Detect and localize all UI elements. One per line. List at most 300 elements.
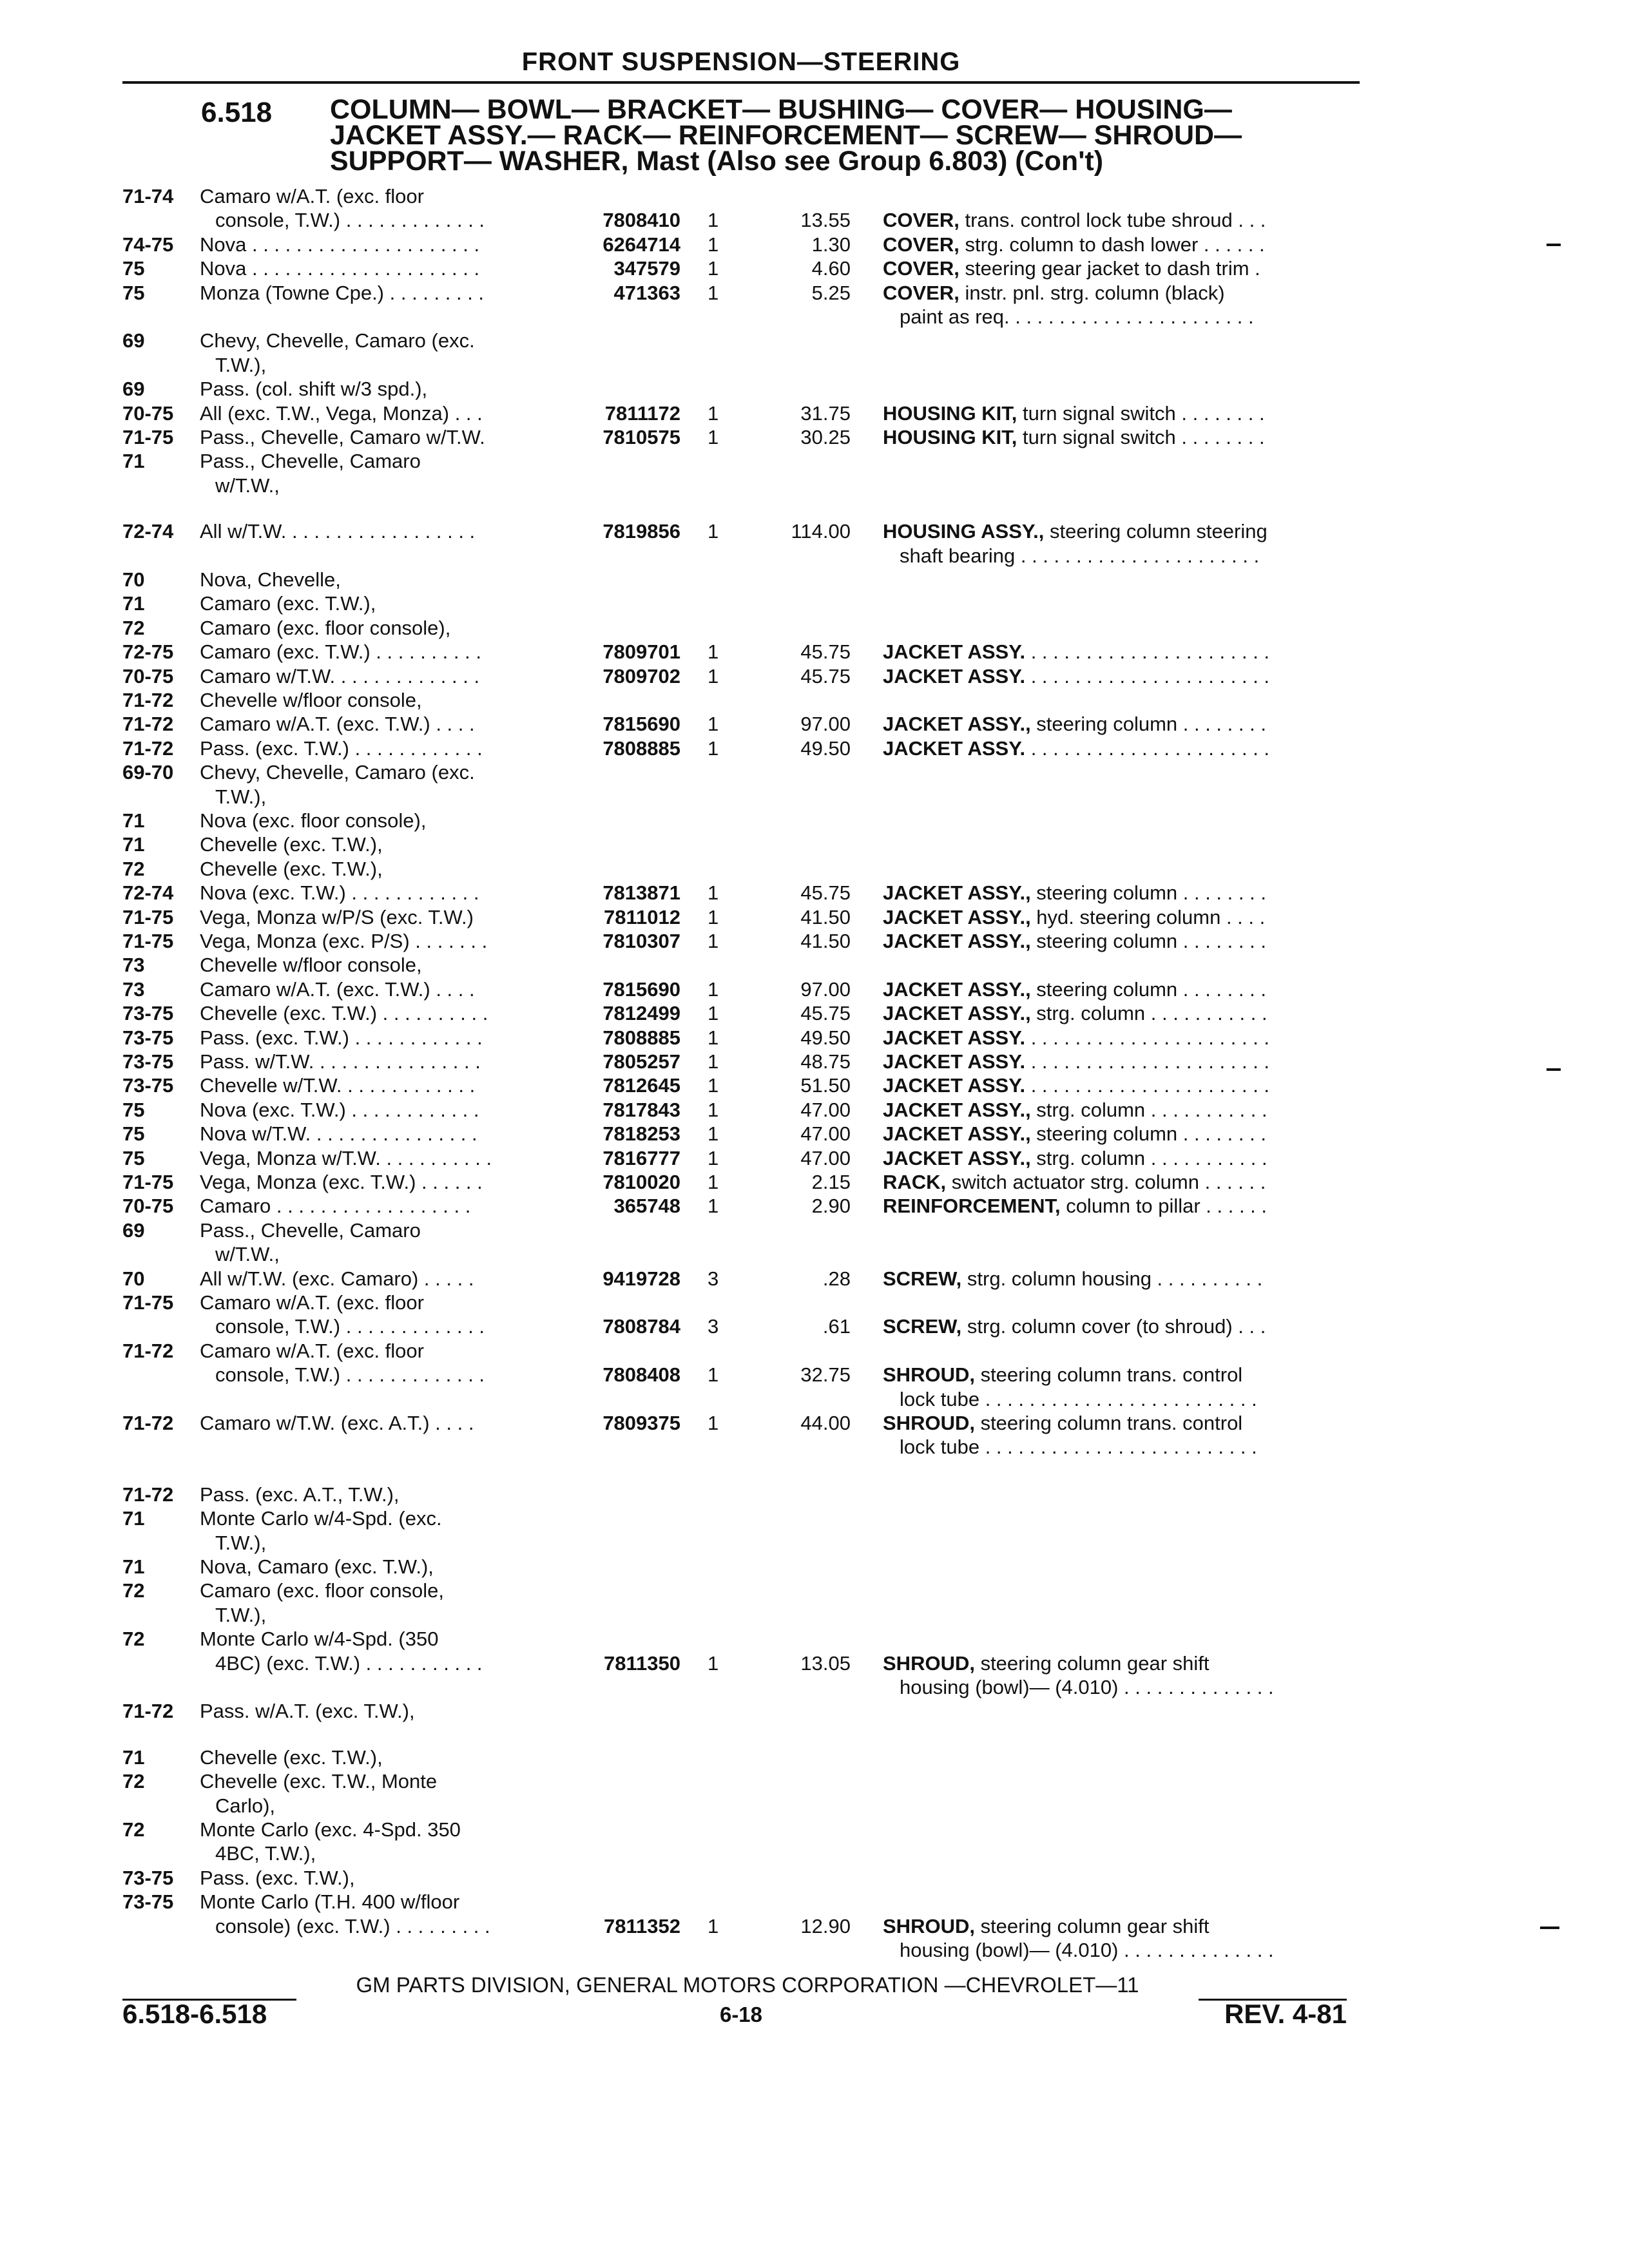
footer-revision: REV. 4-81 — [1224, 1999, 1347, 2029]
part-name-bold: JACKET ASSY., — [883, 906, 1031, 928]
price: 45.75 — [800, 881, 851, 904]
part-name-detail: steering column gear shift — [974, 1652, 1210, 1675]
part-name-bold: HOUSING KIT, — [883, 426, 1017, 448]
quantity: 1 — [708, 1026, 719, 1049]
vehicle-description: Camaro (exc. floor console, — [200, 1579, 445, 1602]
table-row — [0, 401, 1629, 426]
vehicle-description: console, T.W.) . . . . . . . . . . . . . — [215, 1363, 485, 1386]
model-year: 75 — [122, 1147, 145, 1169]
part-name-bold: RACK, — [883, 1171, 947, 1193]
table-row — [0, 1314, 1629, 1339]
price: 45.75 — [800, 640, 851, 663]
vehicle-description: Camaro w/A.T. (exc. floor — [200, 185, 424, 207]
table-row — [0, 1506, 1629, 1531]
part-name — [883, 233, 1265, 257]
part-name-bold: SCREW, — [883, 1315, 962, 1338]
quantity: 1 — [708, 1195, 719, 1217]
table-row — [0, 977, 1629, 1002]
table-row — [0, 881, 1629, 905]
table-row — [0, 1483, 1629, 1507]
part-name-detail: steering column . . . . . . . . — [1030, 978, 1266, 1001]
part-number: 6264714 — [602, 233, 680, 256]
table-row — [0, 1603, 1629, 1628]
part-name-detail: . . . . . . . . . . . . . . . . . . . . . . — [1025, 737, 1270, 760]
table-row — [0, 1242, 1629, 1267]
part-name-detail: strg. column . . . . . . . . . . . — [1030, 1099, 1268, 1121]
part-number: 7819856 — [602, 520, 680, 543]
table-row — [0, 905, 1629, 930]
part-number: 7808784 — [602, 1315, 680, 1338]
footer-publisher: GM PARTS DIVISION, GENERAL MOTORS CORPORATION —CHEVROLET—11 — [356, 1973, 1139, 1997]
price: 32.75 — [800, 1363, 851, 1386]
quantity: 1 — [708, 1074, 719, 1097]
quantity: 1 — [708, 906, 719, 928]
vehicle-description: Camaro (exc. floor console), — [200, 617, 451, 639]
vehicle-description: Pass. (col. shift w/3 spd.), — [200, 378, 428, 400]
model-year: 71 — [122, 1507, 145, 1530]
vehicle-description: console) (exc. T.W.) . . . . . . . . . — [215, 1915, 490, 1937]
page-header-title: FRONT SUSPENSION—STEERING — [521, 48, 961, 76]
vehicle-description: Carlo), — [215, 1794, 276, 1817]
part-number: 7811352 — [604, 1915, 680, 1937]
price: 49.50 — [800, 1026, 851, 1049]
part-name — [883, 1914, 1210, 1939]
vehicle-description: w/T.W., — [215, 1243, 280, 1265]
part-name — [900, 1675, 1274, 1700]
price: 2.15 — [811, 1171, 851, 1193]
model-year: 73-75 — [122, 1026, 174, 1049]
table-row — [0, 1866, 1629, 1890]
table-row — [0, 184, 1629, 209]
table-row — [0, 664, 1629, 689]
part-name-detail: strg. column cover (to shroud) . . . — [961, 1315, 1266, 1338]
part-name — [883, 712, 1266, 736]
table-row — [0, 616, 1629, 640]
vehicle-description: T.W.), — [215, 1604, 267, 1626]
part-number: 7809702 — [602, 665, 680, 687]
model-year: 72 — [122, 1770, 145, 1792]
table-row — [0, 785, 1629, 809]
part-number: 7808885 — [602, 737, 680, 760]
vehicle-description: Camaro (exc. T.W.), — [200, 592, 376, 615]
part-name-bold: SHROUD, — [883, 1412, 975, 1434]
part-number: 7815690 — [602, 713, 680, 735]
table-row — [0, 305, 1629, 329]
part-name-bold: JACKET ASSY. — [883, 665, 1026, 687]
part-name — [883, 1267, 1262, 1291]
part-name-detail: strg. column housing . . . . . . . . . . — [961, 1267, 1263, 1290]
vehicle-description: Camaro w/A.T. (exc. floor — [200, 1340, 424, 1362]
part-number: 9419728 — [602, 1267, 680, 1290]
model-year: 73-75 — [122, 1002, 174, 1024]
part-name — [900, 1387, 1257, 1412]
price: 1.30 — [811, 233, 851, 256]
model-year: 71-72 — [122, 737, 174, 760]
model-year: 72 — [122, 1628, 145, 1650]
part-name — [883, 425, 1265, 450]
part-name-detail: lock tube . . . . . . . . . . . . . . . . . . . . . . . . . — [900, 1388, 1257, 1410]
vehicle-description: Pass. (exc. T.W.) . . . . . . . . . . . . — [200, 737, 483, 760]
model-year: 69 — [122, 1219, 145, 1242]
vehicle-description: Monte Carlo (T.H. 400 w/floor — [200, 1890, 460, 1913]
model-year: 71-75 — [122, 1291, 174, 1314]
price: 13.05 — [800, 1652, 851, 1675]
quantity: 1 — [708, 665, 719, 687]
table-row — [0, 1098, 1629, 1122]
table-row — [0, 1146, 1629, 1171]
model-year: 71 — [122, 809, 145, 832]
part-number: 7816777 — [602, 1147, 680, 1169]
part-name-bold: JACKET ASSY. — [883, 1050, 1026, 1073]
vehicle-description: Nova (exc. floor console), — [200, 809, 427, 832]
model-year: 70 — [122, 568, 145, 591]
part-name-detail: steering gear jacket to dash trim . — [959, 257, 1260, 280]
price: 12.90 — [800, 1915, 851, 1937]
part-name-bold: JACKET ASSY., — [883, 713, 1031, 735]
vehicle-description: Pass. w/A.T. (exc. T.W.), — [200, 1700, 415, 1722]
model-year: 71-72 — [122, 1700, 174, 1722]
vehicle-description: T.W.), — [215, 785, 267, 808]
part-name — [883, 1122, 1266, 1146]
quantity: 3 — [708, 1315, 719, 1338]
vehicle-description: Nova . . . . . . . . . . . . . . . . . . . . . — [200, 257, 480, 280]
vehicle-description: Camaro w/A.T. (exc. T.W.) . . . . — [200, 713, 475, 735]
table-row — [0, 1363, 1629, 1387]
part-name — [883, 281, 1225, 305]
part-name-detail: . . . . . . . . . . . . . . . . . . . . . . — [1025, 640, 1270, 663]
footer-group-range: 6.518-6.518 — [122, 1999, 267, 2029]
quantity: 1 — [708, 282, 719, 304]
model-year: 75 — [122, 257, 145, 280]
vehicle-description: Pass., Chevelle, Camaro — [200, 450, 421, 472]
price: 44.00 — [800, 1412, 851, 1434]
part-name — [900, 1435, 1257, 1459]
model-year: 75 — [122, 1099, 145, 1121]
quantity: 1 — [708, 930, 719, 952]
vehicle-description: Nova . . . . . . . . . . . . . . . . . . . . . — [200, 233, 480, 256]
vehicle-description: Camaro w/A.T. (exc. T.W.) . . . . — [200, 978, 475, 1001]
quantity: 1 — [708, 713, 719, 735]
part-name — [883, 905, 1265, 930]
part-name-detail: column to pillar . . . . . . — [1060, 1195, 1268, 1217]
table-row — [0, 377, 1629, 401]
part-number: 7810307 — [602, 930, 680, 952]
model-year: 71-72 — [122, 1483, 174, 1506]
margin-mark — [1540, 1927, 1559, 1929]
part-name-bold: SHROUD, — [883, 1652, 975, 1675]
vehicle-description: Pass. (exc. A.T., T.W.), — [200, 1483, 400, 1506]
part-name — [900, 1938, 1274, 1963]
vehicle-description: Chevelle (exc. T.W.), — [200, 1746, 383, 1769]
part-name-detail: instr. pnl. strg. column (black) — [959, 282, 1225, 304]
model-year: 71-72 — [122, 1340, 174, 1362]
part-number: 7818253 — [602, 1122, 680, 1145]
model-year: 73-75 — [122, 1050, 174, 1073]
table-row — [0, 688, 1629, 713]
part-name — [883, 256, 1260, 281]
part-name-detail: steering column trans. control — [974, 1412, 1243, 1434]
quantity: 1 — [708, 1122, 719, 1145]
table-row — [0, 929, 1629, 954]
table-row — [0, 809, 1629, 833]
part-name-detail: strg. column . . . . . . . . . . . — [1030, 1147, 1268, 1169]
model-year: 71 — [122, 1555, 145, 1578]
part-name-bold: JACKET ASSY., — [883, 978, 1031, 1001]
price: 31.75 — [800, 402, 851, 425]
model-year: 71-72 — [122, 689, 174, 711]
model-year: 72-75 — [122, 640, 174, 663]
part-number: 7811012 — [604, 906, 680, 928]
quantity: 1 — [708, 881, 719, 904]
quantity: 1 — [708, 1915, 719, 1937]
table-row — [0, 544, 1629, 568]
table-row — [0, 519, 1629, 544]
part-name — [900, 305, 1254, 329]
model-year: 69 — [122, 329, 145, 352]
vehicle-description: Pass. w/T.W. . . . . . . . . . . . . . . . — [200, 1050, 481, 1073]
vehicle-description: Pass., Chevelle, Camaro — [200, 1219, 421, 1242]
model-year: 71-75 — [122, 930, 174, 952]
quantity: 1 — [708, 1363, 719, 1386]
part-number: 7808885 — [602, 1026, 680, 1049]
part-name — [883, 1170, 1266, 1195]
model-year: 71-74 — [122, 185, 174, 207]
part-name — [883, 1050, 1269, 1074]
part-name — [883, 208, 1266, 233]
group-number: 6.518 — [201, 97, 273, 128]
vehicle-description: Pass., Chevelle, Camaro w/T.W. — [200, 426, 485, 448]
price: 45.75 — [800, 665, 851, 687]
price: 41.50 — [800, 930, 851, 952]
part-number: 7810020 — [602, 1171, 680, 1193]
price: 2.90 — [811, 1195, 851, 1217]
part-name-bold: JACKET ASSY., — [883, 1122, 1031, 1145]
vehicle-description: Vega, Monza w/P/S (exc. T.W.) — [200, 906, 474, 928]
table-row — [0, 329, 1629, 353]
quantity: 1 — [708, 978, 719, 1001]
price: .61 — [822, 1315, 851, 1338]
table-row — [0, 281, 1629, 305]
model-year: 71 — [122, 592, 145, 615]
part-name-bold: JACKET ASSY., — [883, 1099, 1031, 1121]
table-row — [0, 1194, 1629, 1218]
part-name-bold: COVER, — [883, 233, 959, 256]
part-name-detail: turn signal switch . . . . . . . . — [1017, 426, 1265, 448]
part-number: 7815690 — [602, 978, 680, 1001]
price: 41.50 — [800, 906, 851, 928]
part-name-bold: COVER, — [883, 257, 959, 280]
part-name — [883, 664, 1269, 689]
model-year: 71 — [122, 450, 145, 472]
table-row — [0, 1339, 1629, 1363]
part-name-detail: shaft bearing . . . . . . . . . . . . . . . . . . . . . . — [900, 544, 1260, 567]
price: 114.00 — [791, 520, 851, 543]
part-name — [883, 1098, 1268, 1122]
vehicle-description: Vega, Monza (exc. P/S) . . . . . . . — [200, 930, 488, 952]
vehicle-description: Chevelle (exc. T.W.), — [200, 833, 383, 856]
part-name-bold: SCREW, — [883, 1267, 962, 1290]
price: 45.75 — [800, 1002, 851, 1024]
part-number: 471363 — [613, 282, 680, 304]
margin-mark — [1547, 244, 1561, 246]
model-year: 71-72 — [122, 1412, 174, 1434]
part-name — [900, 544, 1259, 568]
part-name — [883, 1651, 1210, 1676]
table-row — [0, 1938, 1629, 1963]
part-name-detail: steering column . . . . . . . . — [1030, 713, 1266, 735]
model-year: 70-75 — [122, 402, 174, 425]
table-row — [0, 857, 1629, 881]
table-row — [0, 1914, 1629, 1939]
vehicle-description: Nova w/T.W. . . . . . . . . . . . . . . . — [200, 1122, 477, 1145]
model-year: 74-75 — [122, 233, 174, 256]
part-number: 7809375 — [602, 1412, 680, 1434]
price: 30.25 — [800, 426, 851, 448]
model-year: 69-70 — [122, 761, 174, 783]
price: 49.50 — [800, 737, 851, 760]
model-year: 75 — [122, 1122, 145, 1145]
table-row — [0, 1675, 1629, 1700]
model-year: 69 — [122, 378, 145, 400]
quantity: 1 — [708, 1002, 719, 1024]
vehicle-description: Camaro w/T.W. (exc. A.T.) . . . . — [200, 1412, 474, 1434]
part-number: 7811350 — [604, 1652, 680, 1675]
part-name-detail: . . . . . . . . . . . . . . . . . . . . . . — [1025, 1050, 1270, 1073]
table-row — [0, 832, 1629, 857]
model-year: 71 — [122, 1746, 145, 1769]
model-year: 72 — [122, 1818, 145, 1841]
vehicle-description: Nova, Camaro (exc. T.W.), — [200, 1555, 434, 1578]
quantity: 1 — [708, 209, 719, 231]
model-year: 70 — [122, 1267, 145, 1290]
model-year: 71-75 — [122, 906, 174, 928]
part-number: 7811172 — [604, 402, 680, 425]
vehicle-description: Chevelle w/T.W. . . . . . . . . . . . . — [200, 1074, 476, 1097]
vehicle-description: Camaro w/A.T. (exc. floor — [200, 1291, 424, 1314]
vehicle-description: Monte Carlo w/4-Spd. (350 — [200, 1628, 439, 1650]
vehicle-description: Vega, Monza w/T.W. . . . . . . . . . . — [200, 1147, 492, 1169]
table-row — [0, 736, 1629, 761]
part-name-detail: hyd. steering column . . . . — [1030, 906, 1266, 928]
part-name-bold: HOUSING ASSY., — [883, 520, 1045, 543]
part-name-bold: JACKET ASSY., — [883, 881, 1031, 904]
vehicle-description: Camaro . . . . . . . . . . . . . . . . . . — [200, 1195, 471, 1217]
model-year: 73 — [122, 954, 145, 976]
part-number: 365748 — [613, 1195, 680, 1217]
quantity: 1 — [708, 426, 719, 448]
table-row — [0, 1218, 1629, 1243]
part-name-bold: JACKET ASSY. — [883, 1074, 1026, 1097]
quantity: 1 — [708, 233, 719, 256]
part-name-detail: paint as req. . . . . . . . . . . . . . . . . . . . . . . — [900, 305, 1254, 328]
table-row — [0, 640, 1629, 664]
part-name — [883, 1001, 1268, 1026]
quantity: 1 — [708, 1171, 719, 1193]
quantity: 1 — [708, 737, 719, 760]
table-row — [0, 1818, 1629, 1842]
part-name — [883, 1026, 1269, 1050]
table-row — [0, 1073, 1629, 1098]
part-name — [883, 736, 1269, 761]
table-row — [0, 760, 1629, 785]
quantity: 1 — [708, 1652, 719, 1675]
vehicle-description: Pass. (exc. T.W.) . . . . . . . . . . . . — [200, 1026, 483, 1049]
part-number: 7812645 — [602, 1074, 680, 1097]
part-name — [883, 1194, 1267, 1218]
table-row — [0, 1745, 1629, 1770]
table-row — [0, 1387, 1629, 1412]
part-name-detail: steering column gear shift — [974, 1915, 1210, 1937]
table-row — [0, 1841, 1629, 1866]
part-number: 7810575 — [602, 426, 680, 448]
table-row — [0, 425, 1629, 450]
quantity: 3 — [708, 1267, 719, 1290]
part-name-detail: . . . . . . . . . . . . . . . . . . . . . . — [1025, 665, 1270, 687]
table-row — [0, 1122, 1629, 1146]
price: .28 — [822, 1267, 851, 1290]
part-number: 7809701 — [602, 640, 680, 663]
quantity: 1 — [708, 640, 719, 663]
table-row — [0, 256, 1629, 281]
model-year: 72-74 — [122, 520, 174, 543]
model-year: 71-75 — [122, 1171, 174, 1193]
quantity: 1 — [708, 520, 719, 543]
vehicle-description: Chevy, Chevelle, Camaro (exc. — [200, 761, 475, 783]
vehicle-description: Chevelle w/floor console, — [200, 689, 422, 711]
part-name-bold: HOUSING KIT, — [883, 402, 1017, 425]
vehicle-description: Monte Carlo w/4-Spd. (exc. — [200, 1507, 442, 1530]
model-year: 75 — [122, 282, 145, 304]
part-name — [883, 881, 1266, 905]
vehicle-description: w/T.W., — [215, 474, 280, 497]
vehicle-description: console, T.W.) . . . . . . . . . . . . . — [215, 1315, 485, 1338]
table-row — [0, 449, 1629, 474]
vehicle-description: Nova (exc. T.W.) . . . . . . . . . . . . — [200, 881, 479, 904]
vehicle-description: Pass. (exc. T.W.), — [200, 1867, 355, 1889]
part-number: 7813871 — [602, 881, 680, 904]
model-year: 70-75 — [122, 1195, 174, 1217]
part-name-bold: COVER, — [883, 209, 959, 231]
model-year: 72 — [122, 617, 145, 639]
vehicle-description: Camaro w/T.W. . . . . . . . . . . . . . — [200, 665, 480, 687]
part-name-detail: switch actuator strg. column . . . . . . — [946, 1171, 1266, 1193]
part-number: 7808408 — [602, 1363, 680, 1386]
vehicle-description: All (exc. T.W., Vega, Monza) . . . — [200, 402, 483, 425]
table-row — [0, 1769, 1629, 1794]
part-name-detail: . . . . . . . . . . . . . . . . . . . . . . — [1025, 1026, 1270, 1049]
part-name-detail: steering column . . . . . . . . — [1030, 930, 1266, 952]
part-name-detail: steering column steering — [1044, 520, 1268, 543]
table-row — [0, 474, 1629, 498]
table-row — [0, 1579, 1629, 1603]
model-year: 73-75 — [122, 1890, 174, 1913]
part-number: 7812499 — [602, 1002, 680, 1024]
part-name-detail: steering column . . . . . . . . — [1030, 881, 1266, 904]
vehicle-description: Chevelle (exc. T.W.) . . . . . . . . . . — [200, 1002, 488, 1024]
part-name — [883, 977, 1266, 1002]
model-year: 73-75 — [122, 1867, 174, 1889]
part-name — [883, 519, 1268, 544]
table-row — [0, 1890, 1629, 1914]
vehicle-description: Nova, Chevelle, — [200, 568, 341, 591]
vehicle-description: 4BC, T.W.), — [215, 1842, 316, 1865]
model-year: 71-72 — [122, 713, 174, 735]
group-title-line: COLUMN— BOWL— BRACKET— BUSHING— COVER— HOUSING— — [330, 94, 1232, 125]
header-rule — [122, 81, 1360, 84]
part-name-detail: housing (bowl)— (4.010) . . . . . . . . . . . . . . — [900, 1676, 1274, 1698]
vehicle-description: T.W.), — [215, 354, 267, 376]
price: 47.00 — [800, 1147, 851, 1169]
